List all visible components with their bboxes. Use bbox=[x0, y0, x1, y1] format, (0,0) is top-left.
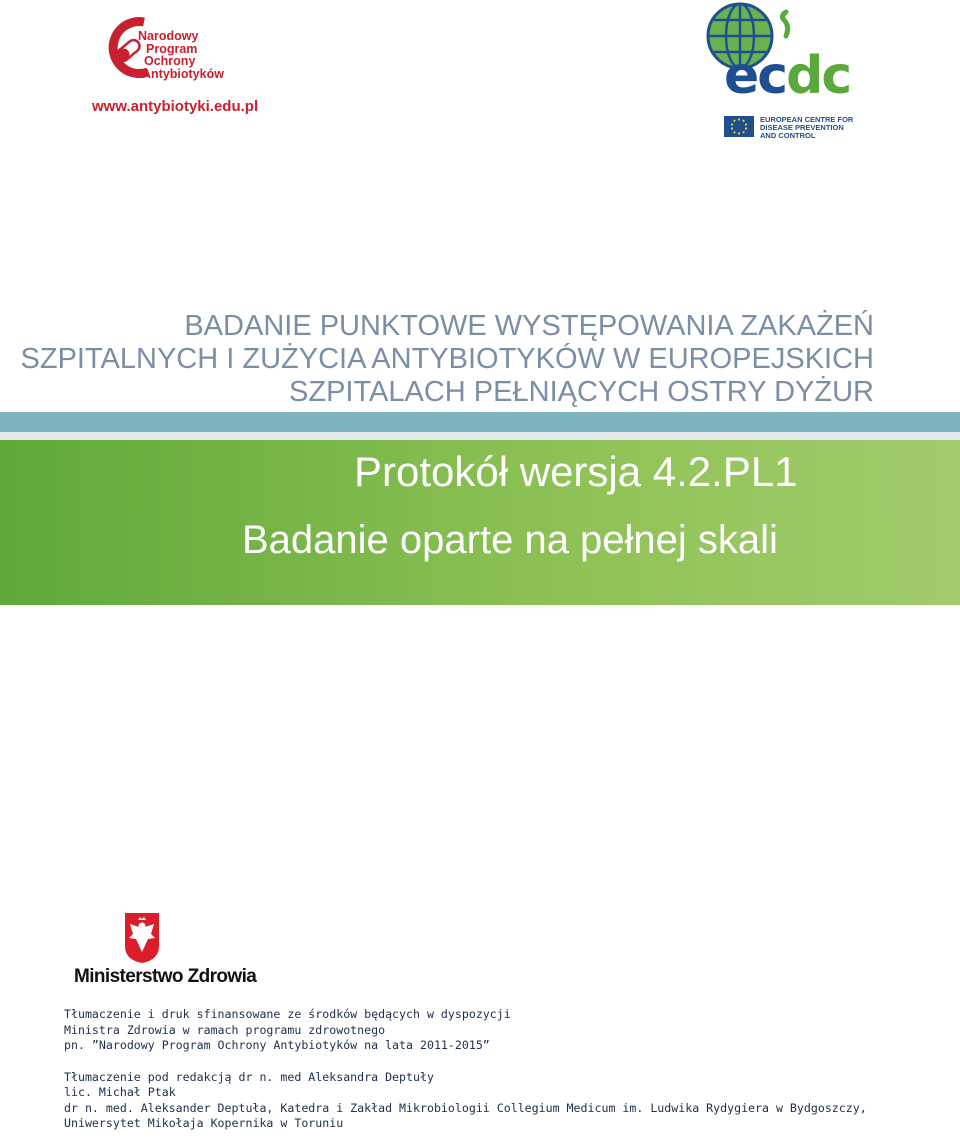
credit-line: Tłumaczenie pod redakcją dr n. med Aleksandra Deptuły bbox=[64, 1069, 434, 1084]
ecdc-word-left: ec bbox=[724, 46, 787, 106]
ecdc-sub-line: AND CONTROL bbox=[760, 131, 816, 140]
title-line: BADANIE PUNKTOWE WYSTĘPOWANIA ZAKAŻEŃ bbox=[184, 310, 874, 342]
spacer bbox=[64, 1054, 867, 1070]
npoa-line: Narodowy bbox=[138, 29, 199, 43]
ecdc-logo bbox=[690, 0, 860, 142]
document-title bbox=[21, 310, 874, 409]
funding-line: pn. ”Narodowy Program Ochrony Antybiotyków na lata 2011-2015” bbox=[64, 1038, 490, 1052]
funding-line: Ministra Zdrowia w ramach programu zdrowotnego bbox=[64, 1022, 386, 1037]
npoa-line: Program bbox=[146, 41, 198, 56]
ecdc-wordmark bbox=[724, 46, 851, 106]
footer-text bbox=[64, 1007, 867, 1132]
credit-line: Uniwersytet Mikołaja Kopernika w Toruniu bbox=[64, 1116, 344, 1130]
funding-line: Tłumaczenie i druk sfinansowane ze środków będących w dyspozycji bbox=[64, 1007, 511, 1021]
banner-subtitle: Badanie oparte na pełnej skali bbox=[242, 518, 778, 562]
protocol-version: Protokół wersja 4.2.PL1 bbox=[354, 448, 798, 495]
ecdc-sub-line: DISEASE PREVENTION bbox=[760, 123, 844, 132]
npoa-line: Ochrony bbox=[144, 54, 196, 68]
ministry-name: Ministerstwo Zdrowia bbox=[74, 966, 257, 987]
ecdc-sub-line: EUROPEAN CENTRE FOR bbox=[760, 115, 854, 124]
gray-divider bbox=[0, 432, 960, 440]
ecdc-word-right: dc bbox=[786, 46, 851, 106]
npoa-url-link[interactable]: www.antybiotyki.edu.pl bbox=[92, 98, 259, 115]
title-line: SZPITALNYCH I ZUŻYCIA ANTYBIOTYKÓW W EUROPEJSKICH bbox=[20, 343, 874, 375]
teal-divider bbox=[0, 412, 960, 432]
eu-flag-icon bbox=[724, 116, 754, 137]
polish-eagle-icon bbox=[124, 912, 160, 964]
npoa-logo bbox=[104, 12, 244, 84]
credit-line: dr n. med. Aleksander Deptuła, Katedra i Zakład Mikrobiologii Collegium Medicum im. Ludwika Rydygiera w Bydgoszczy, bbox=[64, 1100, 867, 1115]
ecdc-subtitle bbox=[760, 116, 853, 140]
title-line: SZPITALACH PEŁNIĄCYCH OSTRY DYŻUR bbox=[289, 376, 874, 408]
npoa-name bbox=[138, 30, 224, 80]
credit-line: lic. Michał Ptak bbox=[64, 1085, 176, 1099]
npoa-line: Antybiotyków bbox=[142, 66, 224, 81]
